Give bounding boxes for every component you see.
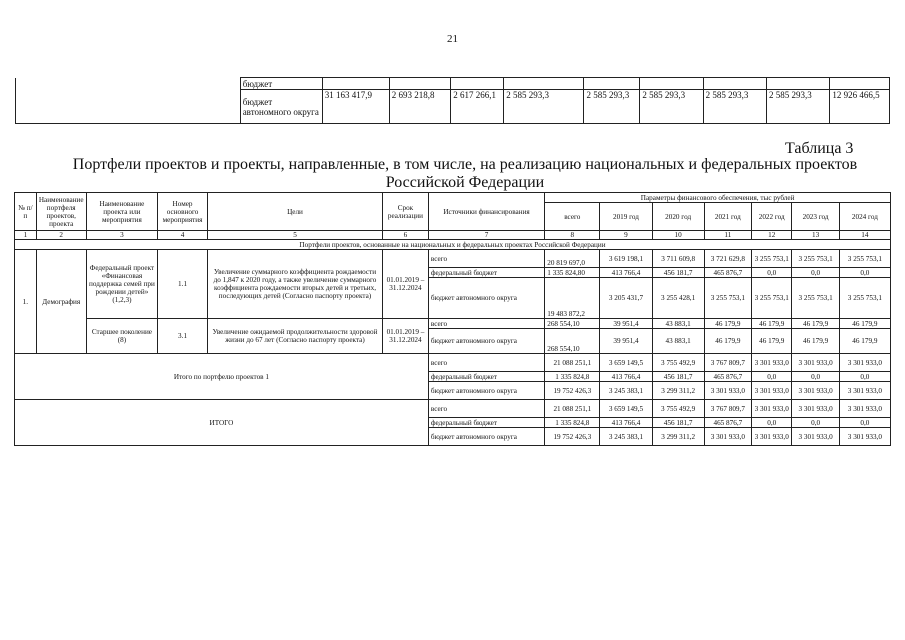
fragment-row — [16, 78, 890, 90]
value-cell: 3 301 933,0 — [839, 400, 890, 418]
event-number: 3.1 — [158, 319, 208, 354]
value-cell: 46 179,9 — [751, 319, 791, 329]
value-cell: 0,0 — [751, 268, 791, 278]
value-cell: 3 659 149,5 — [600, 354, 652, 372]
value-cell: 3 301 933,0 — [839, 382, 890, 400]
value-cell: 3 255 753,1 — [751, 250, 791, 268]
column-number: 2 — [36, 231, 86, 240]
header-term: Срок реализации — [383, 193, 429, 231]
value-cell: 3 301 933,0 — [751, 428, 791, 446]
fragment-source: бюджет — [240, 78, 322, 90]
column-number-row — [15, 231, 891, 240]
header-year: 2019 год — [600, 203, 652, 231]
source-cell: федеральный бюджет — [428, 418, 544, 428]
value-cell: 46 179,9 — [704, 319, 751, 329]
source-cell: бюджет автономного округа — [428, 428, 544, 446]
column-number: 6 — [383, 231, 429, 240]
source-cell: бюджет автономного округа — [428, 329, 544, 354]
source-cell: всего — [428, 354, 544, 372]
value-cell: 3 301 933,0 — [704, 428, 751, 446]
value-cell: 46 179,9 — [704, 329, 751, 354]
project-goal: Увеличение суммарного коэффициента рождаемости до 1,847 к 2020 году, а также увеличение суммарного коэффициента рождаемости вторых детей и третьих, последующих детей (Согласно паспорту проекта) — [207, 250, 382, 319]
header-no: № п/п — [15, 193, 37, 231]
value-cell: 3 255 753,1 — [839, 278, 890, 319]
grand-total-row — [15, 400, 891, 418]
fragment-value: 2 585 293,3 — [504, 90, 584, 124]
value-cell: 0,0 — [839, 268, 890, 278]
value-cell: 3 205 431,7 — [600, 278, 652, 319]
projects-table — [14, 192, 891, 446]
value-cell: 465 876,7 — [704, 268, 751, 278]
value-cell: 43 883,1 — [652, 319, 704, 329]
value-cell: 3 721 629,8 — [704, 250, 751, 268]
value-cell: 46 179,9 — [839, 329, 890, 354]
fragment-value: 31 163 417,9 — [322, 90, 389, 124]
value-cell: 19 483 872,2 — [545, 278, 600, 319]
column-number: 13 — [792, 231, 839, 240]
fragment-value: 2 585 293,3 — [767, 90, 830, 124]
fragment-value: 2 693 218,8 — [389, 90, 450, 124]
source-cell: всего — [428, 400, 544, 418]
header-year: 2020 год — [652, 203, 704, 231]
portfolio-name: Демография — [36, 250, 86, 354]
value-cell: 46 179,9 — [792, 329, 839, 354]
value-cell: 21 088 251,1 — [545, 354, 600, 372]
header-goals: Цели — [207, 193, 382, 231]
value-cell: 3 301 933,0 — [751, 382, 791, 400]
value-cell: 413 766,4 — [600, 418, 652, 428]
value-cell: 3 767 809,7 — [704, 400, 751, 418]
value-cell: 3 255 428,1 — [652, 278, 704, 319]
header-year: 2024 год — [839, 203, 890, 231]
header-year: 2022 год — [751, 203, 791, 231]
column-number: 9 — [600, 231, 652, 240]
page-number: 21 — [447, 33, 458, 45]
value-cell: 0,0 — [792, 268, 839, 278]
value-cell: 39 951,4 — [600, 319, 652, 329]
table-row — [15, 319, 891, 329]
fragment-value: 2 585 293,3 — [584, 90, 640, 124]
column-number: 1 — [15, 231, 37, 240]
value-cell: 19 752 426,3 — [545, 382, 600, 400]
column-number: 5 — [207, 231, 382, 240]
section-title: Портфели проектов, основанные на национальных и федеральных проектах Российской Федерации — [15, 240, 891, 250]
value-cell: 43 883,1 — [652, 329, 704, 354]
value-cell: 268 554,10 — [545, 319, 600, 329]
value-cell: 3 255 753,1 — [704, 278, 751, 319]
value-cell: 3 619 198,1 — [600, 250, 652, 268]
column-number: 7 — [428, 231, 544, 240]
project-goal: Увеличение ожидаемой продолжительности здоровой жизни до 67 лет (Согласно паспорту проекта) — [207, 319, 382, 354]
value-cell: 3 301 933,0 — [839, 354, 890, 372]
source-cell: федеральный бюджет — [428, 372, 544, 382]
header-year: 2023 год — [792, 203, 839, 231]
column-number: 4 — [158, 231, 208, 240]
value-cell: 3 255 753,1 — [839, 250, 890, 268]
value-cell: 20 819 697,0 — [545, 250, 600, 268]
value-cell: 3 245 383,1 — [600, 382, 652, 400]
header-params: Параметры финансового обеспечения, тыс рублей — [545, 193, 891, 203]
value-cell: 268 554,10 — [545, 329, 600, 354]
value-cell: 3 301 933,0 — [704, 382, 751, 400]
column-number: 12 — [751, 231, 791, 240]
value-cell: 46 179,9 — [792, 319, 839, 329]
previous-table-fragment — [15, 77, 890, 124]
table-number: Таблица 3 — [785, 140, 854, 157]
value-cell: 3 767 809,7 — [704, 354, 751, 372]
value-cell: 3 301 933,0 — [792, 428, 839, 446]
source-cell: бюджет автономного округа — [428, 278, 544, 319]
value-cell: 21 088 251,1 — [545, 400, 600, 418]
source-cell: всего — [428, 319, 544, 329]
value-cell: 46 179,9 — [751, 329, 791, 354]
value-cell: 3 755 492,9 — [652, 400, 704, 418]
header-event-no: Номер основного мероприятия — [158, 193, 208, 231]
value-cell: 3 711 609,8 — [652, 250, 704, 268]
grand-total-label: ИТОГО — [15, 400, 429, 446]
value-cell: 1 335 824,8 — [545, 418, 600, 428]
value-cell: 3 255 753,1 — [792, 278, 839, 319]
value-cell: 456 181,7 — [652, 268, 704, 278]
row-number: 1. — [15, 250, 37, 354]
project-name: Старшее поколение (8) — [86, 319, 157, 354]
value-cell: 1 335 824,8 — [545, 372, 600, 382]
column-number: 11 — [704, 231, 751, 240]
value-cell: 465 876,7 — [704, 418, 751, 428]
header-total: всего — [545, 203, 600, 231]
value-cell: 0,0 — [792, 418, 839, 428]
table-title-line: Российской Федерации — [385, 174, 545, 191]
value-cell: 0,0 — [839, 418, 890, 428]
project-term: 01.01.2019 – 31.12.2024 — [383, 319, 429, 354]
value-cell: 3 301 933,0 — [751, 354, 791, 372]
value-cell: 3 299 311,2 — [652, 428, 704, 446]
column-number: 14 — [839, 231, 890, 240]
value-cell: 465 876,7 — [704, 372, 751, 382]
value-cell: 3 659 149,5 — [600, 400, 652, 418]
portfolio-total-label: Итого по портфелю проектов 1 — [15, 354, 429, 400]
value-cell: 46 179,9 — [839, 319, 890, 329]
value-cell: 1 335 824,80 — [545, 268, 600, 278]
value-cell: 3 755 492,9 — [652, 354, 704, 372]
value-cell: 456 181,7 — [652, 372, 704, 382]
value-cell: 3 301 933,0 — [839, 428, 890, 446]
column-number: 8 — [545, 231, 600, 240]
value-cell: 413 766,4 — [600, 268, 652, 278]
value-cell: 3 255 753,1 — [751, 278, 791, 319]
value-cell: 0,0 — [751, 418, 791, 428]
table-title-line: Портфели проектов и проекты, направленные, в том числе, на реализацию национальных и федеральных проектов — [72, 156, 858, 173]
header-sources: Источники финансирования — [428, 193, 544, 231]
value-cell: 39 951,4 — [600, 329, 652, 354]
fragment-source: бюджет автономного округа — [240, 90, 322, 124]
source-cell: всего — [428, 250, 544, 268]
column-number: 3 — [86, 231, 157, 240]
value-cell: 3 255 753,1 — [792, 250, 839, 268]
value-cell: 3 301 933,0 — [751, 400, 791, 418]
value-cell: 3 301 933,0 — [792, 382, 839, 400]
value-cell: 19 752 426,3 — [545, 428, 600, 446]
value-cell: 0,0 — [751, 372, 791, 382]
value-cell: 413 766,4 — [600, 372, 652, 382]
fragment-value: 2 585 293,3 — [640, 90, 703, 124]
table-row — [15, 250, 891, 268]
table-title — [60, 156, 870, 192]
header-year: 2021 год — [704, 203, 751, 231]
value-cell: 456 181,7 — [652, 418, 704, 428]
source-cell: федеральный бюджет — [428, 268, 544, 278]
total-row — [15, 354, 891, 372]
fragment-value: 2 617 266,1 — [451, 90, 504, 124]
value-cell: 3 245 383,1 — [600, 428, 652, 446]
fragment-row — [16, 90, 890, 124]
fragment-value: 12 926 466,5 — [830, 90, 890, 124]
value-cell: 3 301 933,0 — [792, 354, 839, 372]
value-cell: 0,0 — [839, 372, 890, 382]
value-cell: 0,0 — [792, 372, 839, 382]
project-term: 01.01.2019 – 31.12.2024 — [383, 250, 429, 319]
source-cell: бюджет автономного округа — [428, 382, 544, 400]
value-cell: 3 301 933,0 — [792, 400, 839, 418]
column-number: 10 — [652, 231, 704, 240]
section-row — [15, 240, 891, 250]
header-row — [15, 193, 891, 203]
event-number: 1.1 — [158, 250, 208, 319]
fragment-value: 2 585 293,3 — [703, 90, 766, 124]
header-project: Наименование проекта или мероприятия — [86, 193, 157, 231]
value-cell: 3 299 311,2 — [652, 382, 704, 400]
project-name: Федеральный проект «Финансовая поддержка семей при рождении детей» (1,2,3) — [86, 250, 157, 319]
header-portfolio: Наименование портфеля проектов, проекта — [36, 193, 86, 231]
